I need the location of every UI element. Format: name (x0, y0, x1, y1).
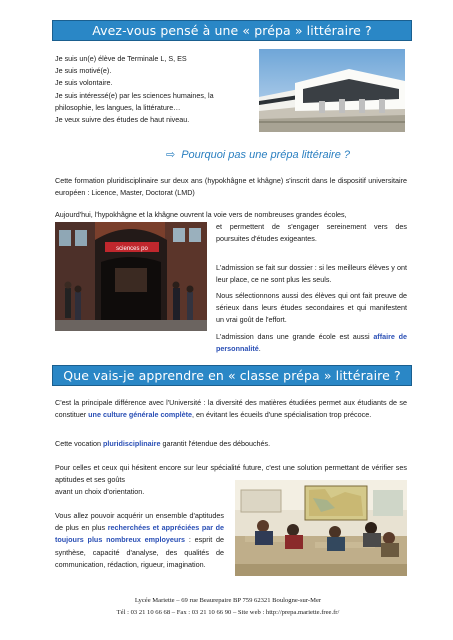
paragraph-personnalite (216, 331, 407, 355)
vocation-text: Cette vocation (55, 439, 101, 448)
section-title-prepa: Avez-vous pensé à une « prépa » littéraire ? (52, 20, 412, 41)
aptitudes-text-end: : esprit de synthèse, capacité d'analyse, des qualités de communication, rédaction, rigueur, imagination. (55, 535, 225, 569)
intro-line: Je suis intéressé(e) par les sciences humaines, la (55, 90, 214, 100)
section-title-apprendre: Que vais-je apprendre en « classe prépa » littéraire ? (52, 365, 412, 386)
culture-generale-highlight: une culture générale complète (88, 410, 193, 420)
subheading (166, 148, 426, 161)
classroom-photo (235, 480, 407, 576)
intro-statements (55, 53, 247, 126)
svg-text:sciences po: sciences po (116, 246, 148, 252)
paragraph-hesitation: Pour celles et ceux qui hésitent encore sur leur spécialité future, c'est une solution permettant de vérifier ses aptitudes et ses goûts (55, 463, 407, 485)
vocation-text-end: garantit l'étendue des débouchés. (162, 439, 271, 448)
diversite-text: C'est la principale différence avec l'Université : la diversité des matières étudiées permet aux étudiants de se constituer (55, 398, 407, 420)
pluridisciplinaire-highlight: pluridisciplinaire (102, 439, 161, 448)
paragraph-diversite (55, 397, 407, 421)
personnalite-text: L'admission dans une grande école est aussi (216, 332, 370, 341)
paragraph-admission: L'admission se fait sur dossier : si les meilleurs élèves y ont leur place, ce ne sont plus les seuls. (216, 263, 407, 285)
personnalite-end: . (258, 344, 261, 354)
intro-line: philosophie, les langues, la littérature… (55, 102, 181, 112)
arrow-right-icon: ⇨ (166, 149, 176, 161)
personnalite-highlight: affaire de personnalité (216, 332, 407, 354)
paragraph-grandes-ecoles-lead: Aujourd'hui, l'hypokhâgne et la khâgne ouvrent la voie vers de nombreuses grandes écoles, (55, 210, 347, 219)
aptitudes-text: Vous allez pouvoir acquérir un ensemble d'aptitudes de plus en plus (55, 511, 224, 533)
paragraph-grandes-ecoles-rest: et permettent de s'engager sereinement vers des poursuites d'études exigeantes. (216, 222, 407, 244)
intro-line: Je suis motivé(e). (55, 66, 112, 76)
footer-contact: Tél : 03 21 10 66 68 – Fax : 03 21 10 66 90 – Site web : http://prepa.mariette.free.fr/ (116, 609, 340, 616)
employeurs-highlight: recherchées et appréciées par de toujours plus nombreux employeurs (55, 523, 224, 545)
subheading-text: Pourquoi pas une prépa littéraire ? (181, 149, 350, 161)
paragraph-formation: Cette formation pluridisciplinaire sur deux ans (hypokhâgne et khâgne) s'inscrit dans le dispositif universitaire européen : Licence, Master, Doctorat (LMD) (55, 176, 407, 198)
paragraph-aptitudes (55, 510, 224, 571)
intro-line: Je veux suivre des études de haut niveau. (55, 115, 190, 125)
diversite-text-end: , en évitant les écueils d'une spécialisation trop précoce. (192, 410, 372, 420)
paragraph-selection: Nous sélectionnons aussi des élèves qui ont fait preuve de sérieux dans leurs études secondaires et qui manifestent un vrai goût de l'effort. (216, 291, 407, 325)
intro-line: Je suis volontaire. (55, 78, 113, 88)
footer-address: Lycée Mariette – 69 rue Beaurepaire BP 759 62321 Boulogne-sur-Mer (134, 597, 322, 604)
paragraph-vocation (55, 438, 407, 450)
paragraph-hesitation-end: avant un choix d'orientation. (55, 487, 145, 496)
school-entrance-photo (55, 222, 207, 331)
intro-line: Je suis un(e) élève de Terminale L, S, ES (55, 54, 187, 63)
building-photo (259, 49, 405, 132)
